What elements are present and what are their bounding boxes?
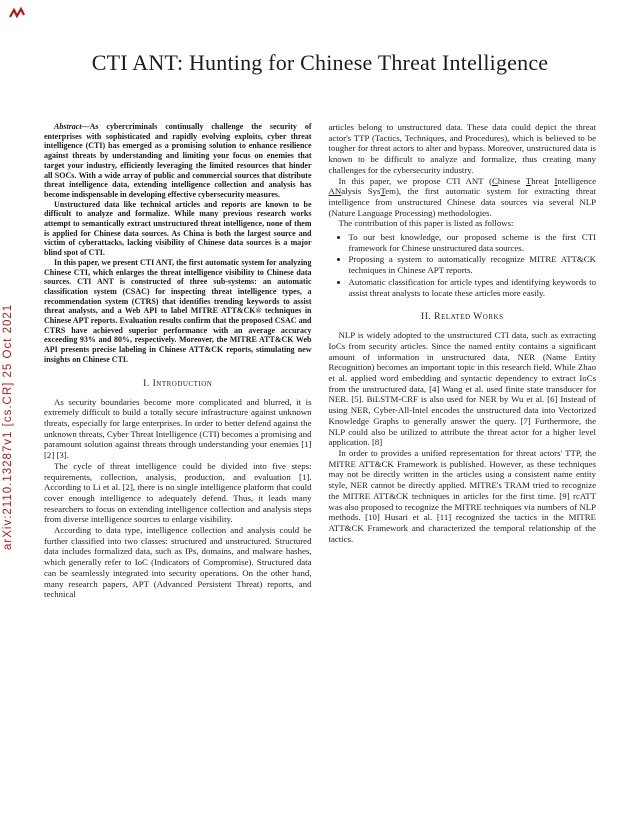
- contribution-item: • To our best knowledge, our proposed scheme is the first CTI framework for Chinese unstructured data sources.: [349, 232, 597, 253]
- contribution-item: • Automatic classification for article types and identifying keywords to assist threat analysts to locate these articles more easily.: [349, 277, 597, 298]
- intro-paragraph-1: As security boundaries become more complicated and blurred, it is extremely difficult to build a totally secure infrastructure against unknown threats, especially for large enterprises. In order to better defend against the unknown threats, Cyber Threat Intelligence (CTI) becomes a promising and paramount solution against threats through understanding your enemies [1] [2] [3].: [44, 396, 312, 461]
- related-paragraph-1: NLP is widely adopted to the unstructured CTI data, such as extracting IoCs from security articles. Since the named entity contains a significant amount of information in unstructured data, NER (Name Entity Recognition) becomes an important topic in this research field. While Zhao et al. applied word embedding and syntactic dependency to extract IoCs from the unstructured data, [4] Wang et al. used finite state transducer for NER. [5]. BiLSTM-CRF is also used for NER by Wu et al. [6] Instead of using NER, Cyber-All-Intel encodes the unstructured data into Vectorized Knowledge Graphs to generally answer the query. [7] Furthermore, the NLP could also be utilized to attribute the threat actor for a higher level application. [8]: [328, 330, 596, 448]
- section-heading-introduction: I. Introduction: [143, 377, 213, 389]
- contribution-list: [329, 232, 597, 298]
- intro-paragraph-3: According to data type, intelligence collection and analysis could be further classified into two classes: structured and unstructured. Structured data includes formalized data, such as IPs, domains, and malware hashes, which generally refer to IoC (Indicators of Compromise). Structured data can be seamlessly integrated into security operations. On the other hand, many research papers, APT (Advanced Persistent Threat) reports, and technical: [44, 525, 312, 600]
- section-heading-related-works: II. Related Works: [421, 311, 504, 323]
- abstract-paragraph-2: Unstructured data like technical articles and reports are known to be difficult to analyze and formalize. While many previous research works attempt to semantically extract unstructured threat intelligence, none of them is applied for Chinese data sources. As China is both the largest source and victim of cyberattacks, lacking visibility of Chinese data sources is a major blind spot of CTI.: [44, 199, 312, 258]
- abstract-lead: Abstract—: [54, 122, 90, 131]
- red-corner-stamp-icon: [9, 7, 25, 21]
- abstract-paragraph-1: [44, 122, 312, 200]
- intro-paragraph-2: The cycle of threat intelligence could be divided into five steps: requirements, collection, analysis, production, and evaluation [1]. According to Li et al. [2], there is no single intelligence platform that could cover enough intelligence to adequately defend. Thus, it leads many researchers to focus on extending intelligence collection and analysis steps from diverse intelligence sources to enlarge visibility.: [44, 460, 312, 525]
- related-paragraph-2: In order to provides a unified representation for threat actors' TTP, the MITRE ATT&CK Framework is published. However, as these techniques may not be directly written in the articles using a consistent name entity style, NER cannot be directly applied. MITRE's TRAM tried to recognize the MITRE ATT&CK techniques in articles for the first time. [9] rcATT was also proposed to recognize the MITRE techniques via numbers of NLP methods. [10] Husari et al. [11] recognized the tactics in the MITRE ATT&CK Framework and characterized the temporal relationship of the tactics.: [328, 447, 596, 544]
- right-column: [329, 122, 597, 600]
- arxiv-watermark: [2, 150, 14, 550]
- arxiv-watermark-text: arXiv:2110.13287v1 [cs.CR] 25 Oct 2021: [2, 303, 14, 550]
- continuation-paragraph: articles belong to unstructured data. These data could depict the threat actor's TTP (Tactics, Techniques, and Procedures), which is believed to be tougher for threat actors to alter and bypass. Moreover, unstructured data is known to be difficult to analyze and formalize, thus creating many challenges for the cybersecurity industry.: [328, 122, 596, 175]
- left-column: [44, 122, 312, 600]
- contribution-item: • Proposing a system to automatically recognize MITRE ATT&CK techniques in Chinese APT reports.: [349, 254, 597, 275]
- abstract-text-1: As cybercriminals continually challenge the security of enterprises with sophisticated and rapidly evolving exploits, cyber threat intelligence (CTI) has emerged as a promising solution to enhance resilience against threats by understanding and limiting your focus on enemies that target your industry, efficiently leveraging the limited resources that hinder all SOCs. With a wide array of public and commercial sources that distribute threat intelligence data, extending intelligence collection and analysis has become indispensable in developing effective cybersecurity measures.: [44, 122, 312, 199]
- two-column-body: [0, 122, 640, 600]
- contribution-intro-paragraph: The contribution of this paper is listed as follows:: [338, 218, 514, 229]
- propose-paragraph: In this paper, we propose CTI ANT (Chinese Threat Intelligence ANalysis SysTem), the first automatic system for extracting threat intelligence from unstructured Chinese data sources via several NLP (Nature Language Processing) methodologies.: [328, 175, 597, 218]
- paper-title: CTI ANT: Hunting for Chinese Threat Intelligence: [91, 50, 549, 75]
- abstract-paragraph-3: In this paper, we present CTI ANT, the first automatic system for analyzing Chinese CTI, which enlarges the threat intelligence visibility to Chinese data sources. CTI ANT is constructed of three sub-systems: an automatic classification system (CSAC) for inspecting threat intelligence types, a recommendation system (CTRS) that identifies trending keywords to assist threat analysts, and a Web API to label MITRE ATT&CK® techniques in Chinese APT reports. Evaluation results confirm that the proposed CSAC and CTRS have achieved superior performance with an average accuracy exceeding 93% and 80%, respectively. Moreover, the MITRE ATT&CK Web API presents precise labeling in Chinese ATT&CK reports, stimulating new insights on Chinese CTI.: [44, 257, 312, 364]
